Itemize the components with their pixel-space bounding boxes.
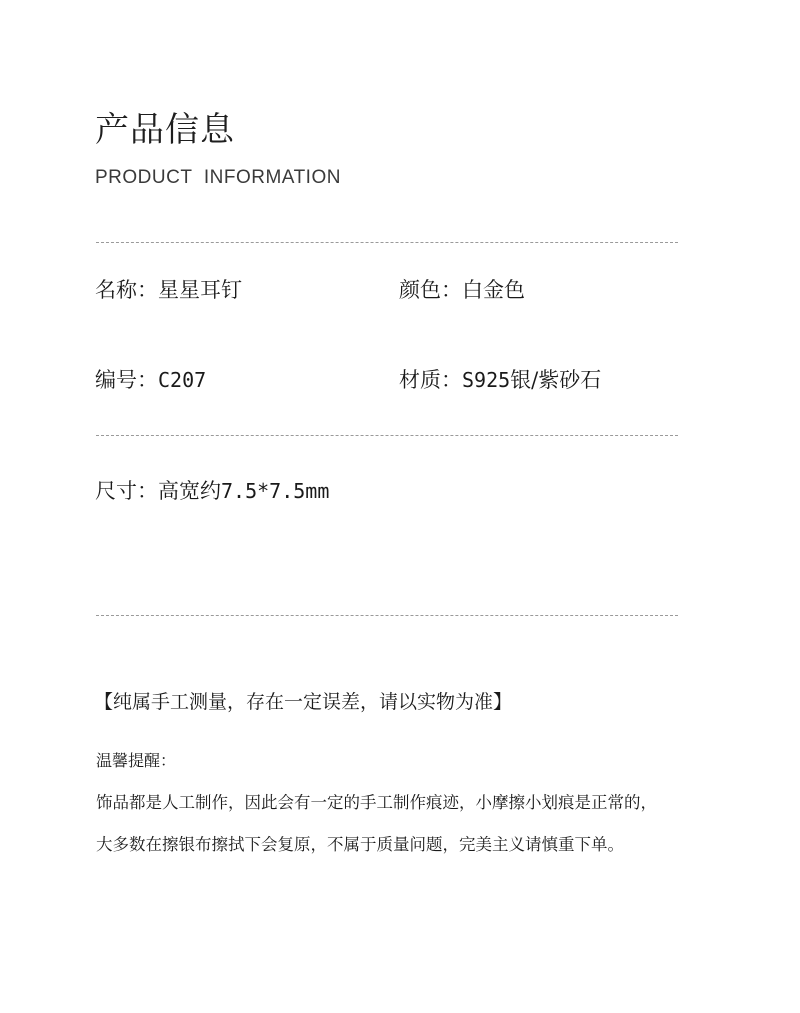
tips-heading: 温馨提醒：: [96, 751, 177, 770]
field-code-value: C207: [158, 368, 207, 392]
tips-line-2: 大多数在擦银布擦拭下会复原，不属于质量问题，完美主义请慎重下单。: [96, 835, 624, 854]
divider-middle: [96, 435, 678, 436]
field-code-label: 编号：: [95, 368, 158, 392]
field-material-label: 材质：: [399, 368, 462, 392]
field-size-value-b: 7.5*7.5mm: [221, 479, 330, 503]
field-name-value: 星星耳钉: [158, 278, 242, 302]
field-material-value-b: 银/紫砂石: [510, 368, 602, 392]
field-color: [399, 276, 525, 304]
divider-bottom: [96, 615, 678, 616]
field-material: [399, 366, 601, 394]
field-color-label: 颜色：: [399, 278, 462, 302]
field-size-label: 尺寸：: [95, 479, 158, 503]
page-subtitle: PRODUCT INFORMATION: [95, 167, 341, 188]
field-code: [95, 366, 206, 394]
field-name-label: 名称：: [95, 278, 158, 302]
field-size: [95, 477, 329, 505]
tips-line-1: 饰品都是人工制作，因此会有一定的手工制作痕迹，小摩擦小划痕是正常的，: [96, 793, 657, 812]
field-material-value-a: S925: [462, 368, 511, 392]
divider-top: [96, 242, 678, 243]
field-size-value-a: 高宽约: [158, 479, 221, 503]
field-name: [95, 276, 242, 304]
page-title: 产品信息: [95, 110, 235, 150]
measurement-notice: 【纯属手工测量，存在一定误差，请以实物为准】: [94, 691, 513, 713]
field-color-value: 白金色: [462, 278, 525, 302]
